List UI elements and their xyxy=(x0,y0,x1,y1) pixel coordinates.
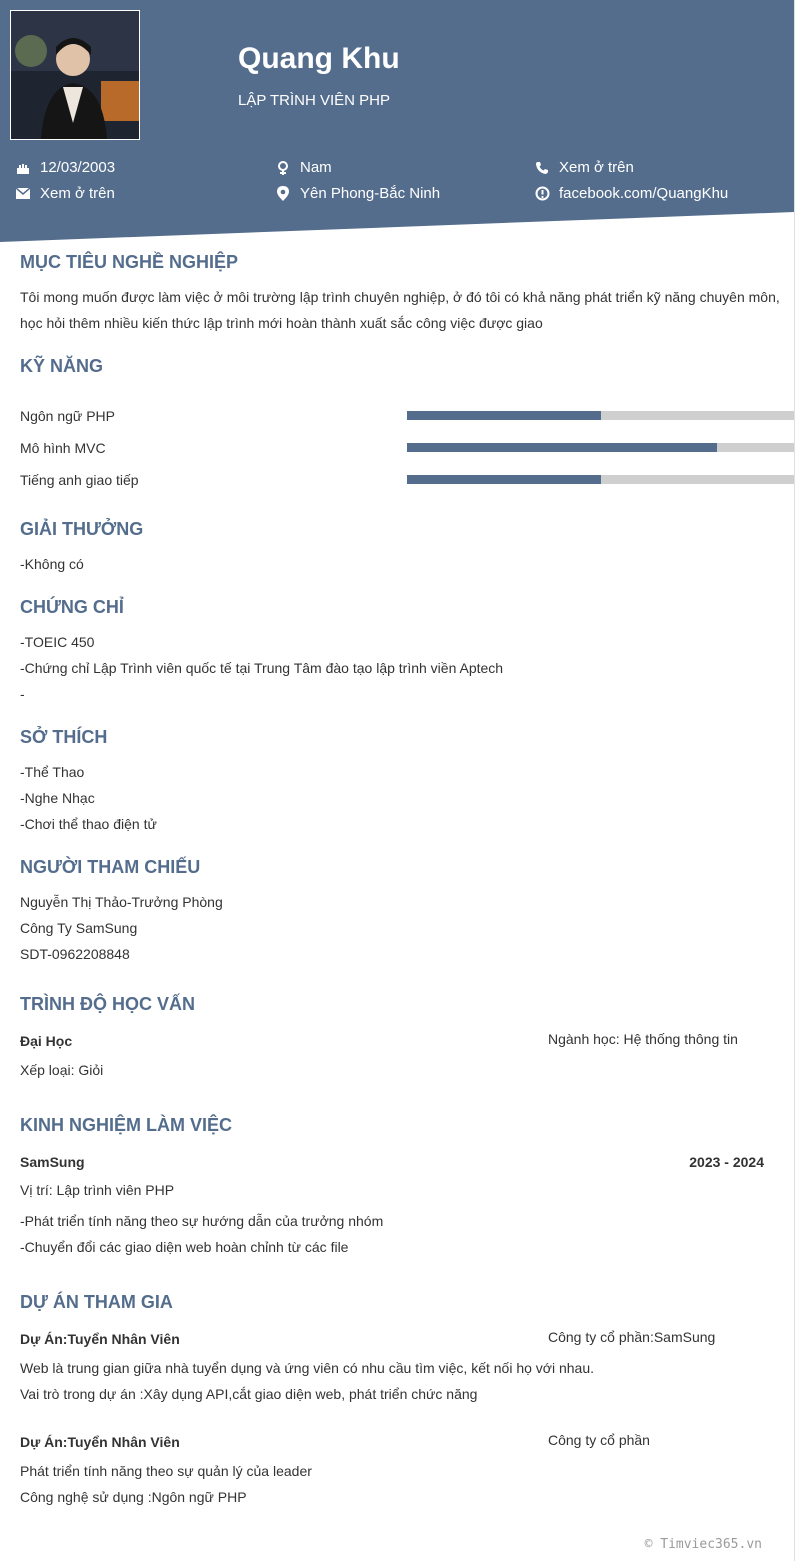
address-info xyxy=(275,185,440,202)
skills-heading: KỸ NĂNG xyxy=(20,356,104,376)
objective-line-1: Tôi mong muốn được làm việc ở môi trường lập trình chuyên nghiệp, ở đó tôi có khả năng phát triển kỹ năng chuyên môn, xyxy=(20,289,780,305)
certificate-line: -Chứng chỉ Lập Trình viên quốc tế tại Trung Tâm đào tạo lập trình viền Aptech xyxy=(20,660,504,676)
skill-name: Mô hình MVC xyxy=(20,440,106,456)
gender-info xyxy=(275,159,332,176)
job-title: LẬP TRÌNH VIÊN PHP xyxy=(238,92,390,109)
address-value: Yên Phong-Bắc Ninh xyxy=(300,185,441,202)
watermark: © Timviec365.vn xyxy=(644,1537,762,1552)
experience-line: -Chuyển đổi các giao diện web hoàn chỉnh từ các file xyxy=(20,1239,349,1255)
birthday-value: 12/03/2003 xyxy=(40,159,116,176)
projects-heading: DỰ ÁN THAM GIA xyxy=(20,1292,173,1312)
skill-level-bar xyxy=(407,443,794,452)
email-icon xyxy=(15,186,31,202)
education-heading: TRÌNH ĐỘ HỌC VẤN xyxy=(20,994,195,1014)
project-line: Công nghệ sử dụng :Ngôn ngữ PHP xyxy=(20,1489,247,1505)
education-grade: Xếp loại: Giỏi xyxy=(20,1062,104,1078)
skill-level-fill xyxy=(407,443,717,452)
experience-company: SamSung xyxy=(20,1154,85,1170)
skill-level-bar xyxy=(407,475,794,484)
birthday-info xyxy=(15,159,115,176)
reference-line: Nguyễn Thị Thảo-Trưởng Phòng xyxy=(20,894,223,910)
project-line: Phát triển tính năng theo sự quản lý của leader xyxy=(20,1463,312,1479)
skill-level-fill xyxy=(407,475,601,484)
phone-icon xyxy=(534,160,550,176)
hobbies-heading: SỞ THÍCH xyxy=(20,727,108,747)
phone-value: Xem ở trên xyxy=(559,159,634,176)
info-circle-icon xyxy=(534,186,550,202)
hobby-line: -Thể Thao xyxy=(20,764,85,780)
certificate-line: - xyxy=(20,686,25,702)
skill-level-fill xyxy=(407,411,601,420)
education-major: Ngành học: Hệ thống thông tin xyxy=(548,1031,738,1047)
reference-line: Công Ty SamSung xyxy=(20,920,138,936)
project-line: Web là trung gian giữa nhà tuyển dụng và ứng viên có nhu cầu tìm việc, kết nối họ với nhau. xyxy=(20,1360,595,1376)
phone-info xyxy=(534,159,634,176)
email-info xyxy=(15,185,115,202)
education-school: Đại Học xyxy=(20,1033,73,1049)
objective-line-2: học hỏi thêm nhiều kiến thức lập trình mới hoàn thành xuất sắc công việc được giao xyxy=(20,315,543,331)
project-company: Công ty cổ phần:SamSung xyxy=(548,1329,716,1345)
project-company: Công ty cổ phần xyxy=(548,1432,650,1448)
website-value[interactable]: facebook.com/QuangKhu xyxy=(559,185,729,202)
project-name: Dự Án:Tuyển Nhân Viên xyxy=(20,1331,180,1347)
awards-heading: GIẢI THƯỞNG xyxy=(20,519,144,539)
candidate-name: Quang Khu xyxy=(238,42,400,75)
skill-name: Ngôn ngữ PHP xyxy=(20,408,115,424)
skill-level-bar xyxy=(407,411,794,420)
project-line: Vai trò trong dự án :Xây dụng API,cắt giao diện web, phát triển chức năng xyxy=(20,1386,478,1402)
gender-value: Nam xyxy=(300,159,332,176)
award-line: -Không có xyxy=(20,556,84,572)
experience-period: 2023 - 2024 xyxy=(689,1154,764,1170)
references-heading: NGƯỜI THAM CHIẾU xyxy=(20,857,201,877)
experience-position: Vị trí: Lập trình viên PHP xyxy=(20,1182,175,1198)
profile-photo xyxy=(10,10,140,140)
skill-name: Tiếng anh giao tiếp xyxy=(20,472,139,488)
gender-icon xyxy=(275,160,291,176)
experience-line: -Phát triển tính năng theo sự hướng dẫn của trưởng nhóm xyxy=(20,1213,384,1229)
location-pin-icon xyxy=(275,186,291,202)
objective-heading: MỤC TIÊU NGHỀ NGHIỆP xyxy=(20,252,239,272)
experience-heading: KINH NGHIỆM LÀM VIỆC xyxy=(20,1115,233,1135)
certificate-line: -TOEIC 450 xyxy=(20,634,95,650)
project-name: Dự Án:Tuyển Nhân Viên xyxy=(20,1434,180,1450)
website-info xyxy=(534,185,728,202)
reference-line: SDT-0962208848 xyxy=(20,946,130,962)
hobby-line: -Nghe Nhạc xyxy=(20,790,95,806)
cake-icon xyxy=(15,160,31,176)
email-value: Xem ở trên xyxy=(40,185,115,202)
hobby-line: -Chơi thể thao điện tử xyxy=(20,816,157,832)
certificates-heading: CHỨNG CHỈ xyxy=(20,597,124,617)
